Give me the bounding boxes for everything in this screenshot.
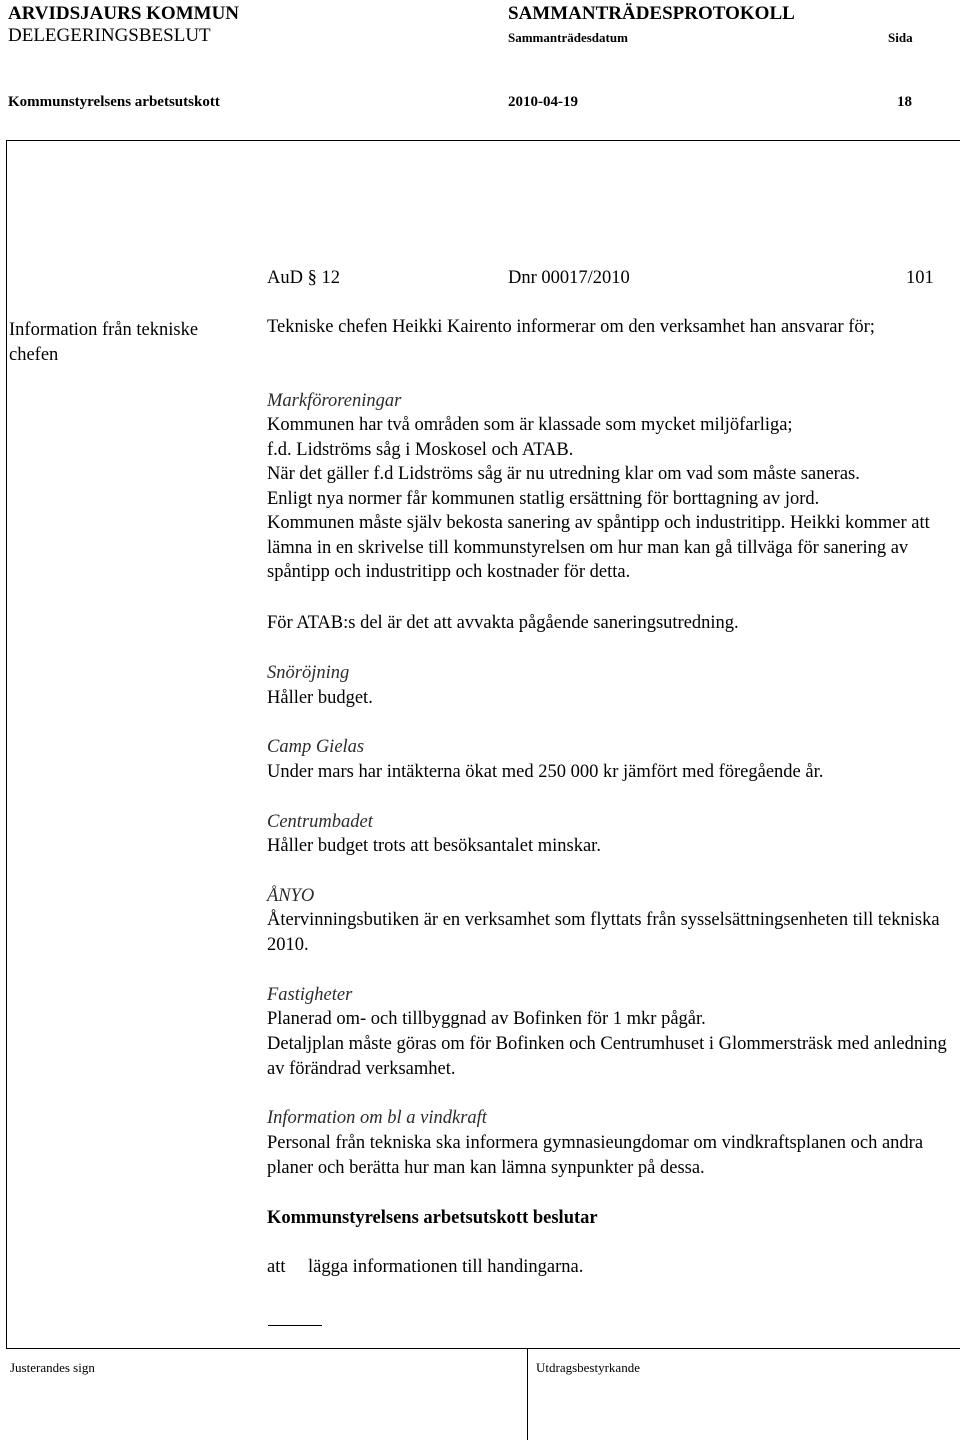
municipality-name: ARVIDSJAURS KOMMUN <box>8 3 240 24</box>
item-paragraph <box>267 266 340 291</box>
item-code: AuD <box>267 268 303 288</box>
section-line: Håller budget. <box>267 688 373 708</box>
decision-heading: Kommunstyrelsens arbetsutskott beslutar <box>267 1208 598 1228</box>
frame-left-rule <box>6 140 7 1348</box>
decision-att: att <box>267 1257 286 1277</box>
section-line: Detaljplan måste göras om för Bofinken och Centrumhuset i Glommersträsk med anledning av förändrad verksamhet. <box>267 1034 947 1079</box>
end-rule <box>268 1325 322 1326</box>
section-heading: Snöröjning <box>267 663 350 683</box>
item-title: Information från tekniske chefen <box>9 320 199 365</box>
section-line: Under mars har intäkterna ökat med 250 000 kr jämfört med föregående år. <box>267 762 824 782</box>
footer-left-label: Justerandes sign <box>10 1360 95 1375</box>
body-name: Kommunstyrelsens arbetsutskott <box>8 94 220 110</box>
section-line: Håller budget trots att besöksantalet minskar. <box>267 836 601 856</box>
page-label: Sida <box>888 30 913 45</box>
section-heading: Information om bl a vindkraft <box>267 1108 487 1128</box>
section-line: Kommunen har två områden som är klassade som mycket miljöfarliga; <box>267 415 793 435</box>
section-line: Planerad om- och tillbyggnad av Bofinken för 1 mkr pågår. <box>267 1009 706 1029</box>
section-line: För ATAB:s del är det att avvakta pågående saneringsutredning. <box>267 613 739 633</box>
section-line: f.d. Lidströms såg i Moskosel och ATAB. <box>267 440 574 460</box>
section-line: När det gäller f.d Lidströms såg är nu utredning klar om vad som måste saneras. <box>267 464 860 484</box>
section-line: Enligt nya normer får kommunen statlig ersättning för borttagning av jord. <box>267 489 820 509</box>
section-line: Kommunen måste själv bekosta sanering av spåntipp och industritipp. Heikki kommer att lämna in en skrivelse till kommunstyrelsen om hur man kan gå tillväga för sanering av spåntipp och industritipp och kostnader för detta. <box>267 513 930 582</box>
section-heading: Camp Gielas <box>267 737 365 757</box>
decision-type: DELEGERINGSBESLUT <box>8 25 211 46</box>
section-heading: Fastigheter <box>267 985 353 1005</box>
footer-rule <box>6 1348 960 1349</box>
decision-text: lägga informationen till handingarna. <box>308 1257 584 1277</box>
intro-text: Tekniske chefen Heikki Kairento informerar om den verksamhet han ansvarar för; <box>267 317 875 337</box>
item-archive-code: 101 <box>906 268 934 288</box>
frame-top-rule <box>6 140 960 141</box>
section-line: Personal från tekniska ska informera gymnasieungdomar om vindkraftsplanen och andra planer och berätta hur man kan lämna synpunkter på dessa. <box>267 1133 924 1178</box>
section-heading: ÅNYO <box>267 886 315 906</box>
section-heading: Markföroreningar <box>267 391 402 411</box>
section-heading: Centrumbadet <box>267 812 373 832</box>
date-label: Sammanträdesdatum <box>508 30 628 45</box>
document-type: SAMMANTRÄDESPROTOKOLL <box>508 3 795 24</box>
page-number: 18 <box>897 94 912 110</box>
item-dnr: Dnr 00017/2010 <box>508 268 630 288</box>
item-number: 12 <box>321 268 340 288</box>
section-sign: § <box>307 268 317 288</box>
meeting-date: 2010-04-19 <box>508 94 578 110</box>
footer-right-label: Utdragsbestyrkande <box>536 1360 640 1375</box>
section-line: Återvinningsbutiken är en verksamhet som flyttats från sysselsättningsenheten till tekniska 2010. <box>267 910 940 955</box>
footer-divider <box>527 1348 528 1440</box>
